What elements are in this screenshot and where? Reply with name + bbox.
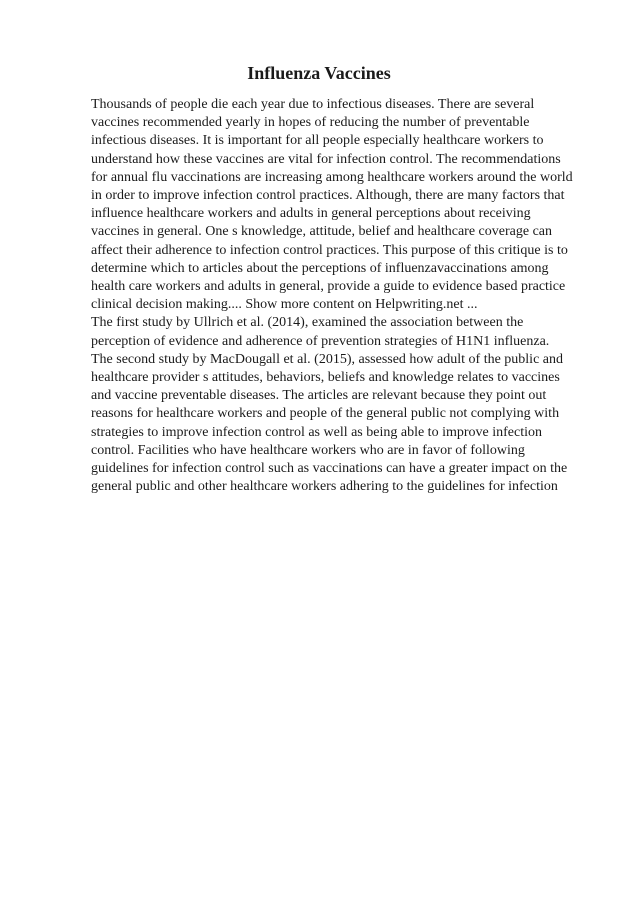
body-line: in order to improve infection control practices. Although, there are many factors that <box>91 188 565 204</box>
body-line: guidelines for infection control such as vaccinations can have a greater impact on the <box>91 461 568 477</box>
body-line: influence healthcare workers and adults in general perceptions about receiving <box>91 206 531 222</box>
body-line: general public and other healthcare workers adhering to the guidelines for infection <box>91 479 558 495</box>
body-line: Thousands of people die each year due to infectious diseases. There are several <box>91 97 535 112</box>
document-title: Influenza Vaccines <box>247 63 391 83</box>
body-line: vaccines in general. One s knowledge, attitude, belief and healthcare coverage can <box>91 224 553 240</box>
body-line: affect their adherence to infection control practices. This purpose of this critique is to <box>91 242 568 258</box>
body-line: The first study by Ullrich et al. (2014), examined the association between the <box>91 315 524 331</box>
body-line: and vaccine preventable diseases. The articles are relevant because they point out <box>91 388 547 404</box>
body-line: reasons for healthcare workers and people of the general public not complying with <box>91 406 560 422</box>
body-line: clinical decision making.... Show more content on Helpwriting.net ... <box>91 297 478 313</box>
body-line: for annual flu vaccinations are increasing among healthcare workers around the world <box>91 169 573 185</box>
body-line: healthcare provider s attitudes, behaviors, beliefs and knowledge relates to vaccines <box>91 370 560 386</box>
body-line: The second study by MacDougall et al. (2015), assessed how adult of the public and <box>91 351 564 367</box>
body-line: understand how these vaccines are vital for infection control. The recommendations <box>91 151 561 167</box>
body-line: strategies to improve infection control as well as being able to improve infection <box>91 424 542 440</box>
body-line: determine which to articles about the perceptions of influenzavaccinations among <box>91 260 549 276</box>
body-line: vaccines recommended yearly in hopes of reducing the number of preventable <box>91 115 530 131</box>
body-line: control. Facilities who have healthcare workers who are in favor of following <box>91 442 525 458</box>
body-line: perception of evidence and adherence of prevention strategies of H1N1 influenza. <box>91 333 550 349</box>
body-line: infectious diseases. It is important for all people especially healthcare workers to <box>91 133 544 149</box>
body-line: health care workers and adults in general, provide a guide to evidence based practice <box>91 279 566 295</box>
document-body <box>91 96 591 496</box>
